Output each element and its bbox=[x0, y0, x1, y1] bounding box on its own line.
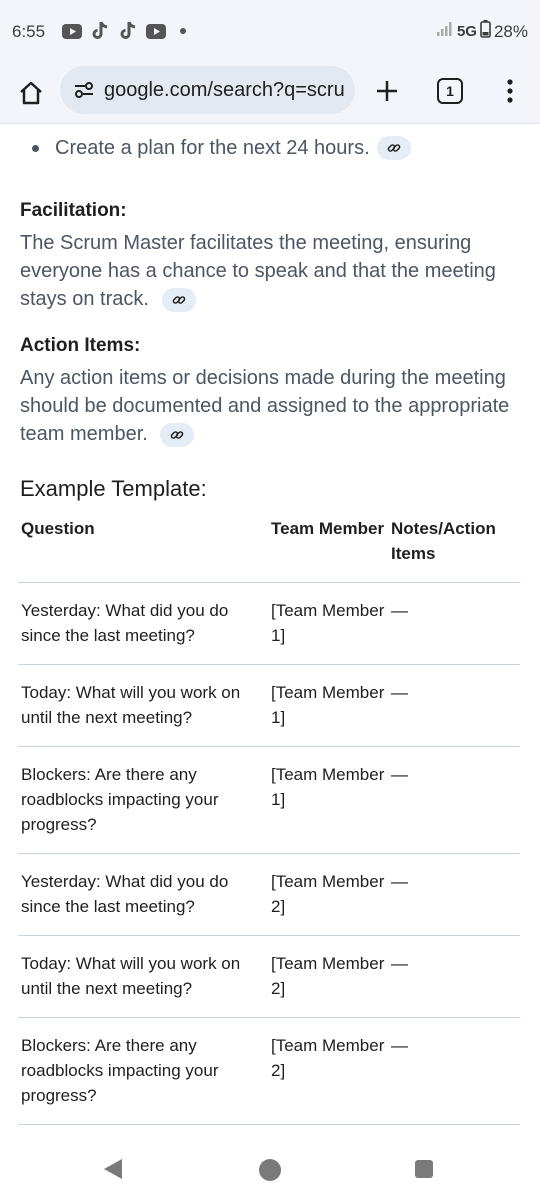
template-table bbox=[18, 512, 520, 1125]
site-settings-icon[interactable] bbox=[72, 78, 96, 102]
home-icon bbox=[18, 81, 44, 105]
list-item-text: Create a plan for the next 24 hours. bbox=[55, 136, 370, 159]
question-cell: Blockers: Are there any roadblocks impacting your progress? bbox=[18, 747, 268, 854]
table-row bbox=[18, 583, 520, 665]
home-button[interactable] bbox=[14, 76, 48, 110]
team-member-cell: [Team Member 1] bbox=[268, 583, 388, 665]
system-navigation-bar bbox=[0, 1136, 540, 1200]
tab-count: 1 bbox=[446, 83, 454, 99]
battery-icon bbox=[480, 20, 491, 43]
column-header-question: Question bbox=[18, 512, 268, 583]
notes-cell: — bbox=[388, 583, 520, 665]
address-bar[interactable] bbox=[60, 66, 355, 114]
notes-cell: — bbox=[388, 854, 520, 936]
link-icon bbox=[172, 293, 186, 307]
battery-level: 28% bbox=[493, 21, 528, 41]
more-notifications-dot bbox=[180, 28, 186, 34]
source-link-chip[interactable] bbox=[160, 423, 194, 447]
table-row bbox=[18, 854, 520, 936]
status-time: 6:55 bbox=[12, 22, 46, 41]
youtube-icon bbox=[62, 21, 82, 41]
action-items-body bbox=[20, 364, 520, 448]
notes-cell: — bbox=[388, 747, 520, 854]
table-row bbox=[18, 1018, 520, 1125]
question-cell: Yesterday: What did you do since the last meeting? bbox=[18, 854, 268, 936]
table-row bbox=[18, 665, 520, 747]
table-row bbox=[18, 936, 520, 1018]
column-header-team-member: Team Member bbox=[268, 512, 388, 583]
source-link-chip[interactable] bbox=[377, 136, 411, 160]
column-header-notes: Notes/Action Items bbox=[388, 512, 520, 583]
browser-toolbar bbox=[0, 62, 540, 124]
tiktok-icon bbox=[90, 21, 110, 41]
notes-cell: — bbox=[388, 665, 520, 747]
question-cell: Today: What will you work on until the next meeting? bbox=[18, 936, 268, 1018]
link-icon bbox=[387, 141, 401, 155]
network-type: 5G bbox=[456, 23, 477, 40]
signal-icon bbox=[436, 21, 454, 42]
bullet-dot bbox=[32, 145, 39, 152]
table-header-row bbox=[18, 512, 520, 583]
team-member-cell: [Team Member 1] bbox=[268, 747, 388, 854]
notification-icons bbox=[62, 21, 186, 41]
source-link-chip[interactable] bbox=[162, 288, 196, 312]
team-member-cell: [Team Member 1] bbox=[268, 665, 388, 747]
facilitation-text: The Scrum Master facilitates the meeting, ensuring everyone has a chance to speak and that the meeting stays on track. bbox=[20, 232, 496, 310]
tab-switcher-button[interactable] bbox=[437, 78, 463, 104]
team-member-cell: [Team Member 2] bbox=[268, 936, 388, 1018]
facilitation-body bbox=[20, 229, 520, 313]
tiktok-icon bbox=[118, 21, 138, 41]
new-tab-button[interactable] bbox=[370, 74, 404, 108]
plus-icon bbox=[375, 79, 399, 103]
home-circle-icon[interactable] bbox=[259, 1159, 281, 1181]
more-vert-icon bbox=[507, 79, 513, 103]
page-content bbox=[0, 124, 540, 1136]
list-item bbox=[32, 136, 411, 160]
question-cell: Blockers: Are there any roadblocks impacting your progress? bbox=[18, 1018, 268, 1125]
youtube-icon bbox=[146, 21, 166, 41]
back-icon[interactable] bbox=[104, 1159, 122, 1179]
action-items-heading: Action Items: bbox=[20, 335, 141, 356]
status-bar bbox=[0, 0, 540, 62]
notes-cell: — bbox=[388, 1018, 520, 1125]
link-icon bbox=[170, 428, 184, 442]
action-items-text: Any action items or decisions made during the meeting should be documented and assigned to the appropriate team member. bbox=[20, 367, 510, 445]
team-member-cell: [Team Member 2] bbox=[268, 854, 388, 936]
notes-cell: — bbox=[388, 936, 520, 1018]
table-row bbox=[18, 747, 520, 854]
team-member-cell: [Team Member 2] bbox=[268, 1018, 388, 1125]
url-text[interactable]: google.com/search?q=scru bbox=[104, 78, 345, 101]
template-heading: Example Template: bbox=[20, 476, 207, 501]
recent-apps-icon[interactable] bbox=[415, 1160, 433, 1178]
question-cell: Today: What will you work on until the next meeting? bbox=[18, 665, 268, 747]
facilitation-heading: Facilitation: bbox=[20, 200, 127, 221]
question-cell: Yesterday: What did you do since the last meeting? bbox=[18, 583, 268, 665]
system-status bbox=[436, 20, 528, 43]
overflow-menu-button[interactable] bbox=[494, 74, 526, 108]
